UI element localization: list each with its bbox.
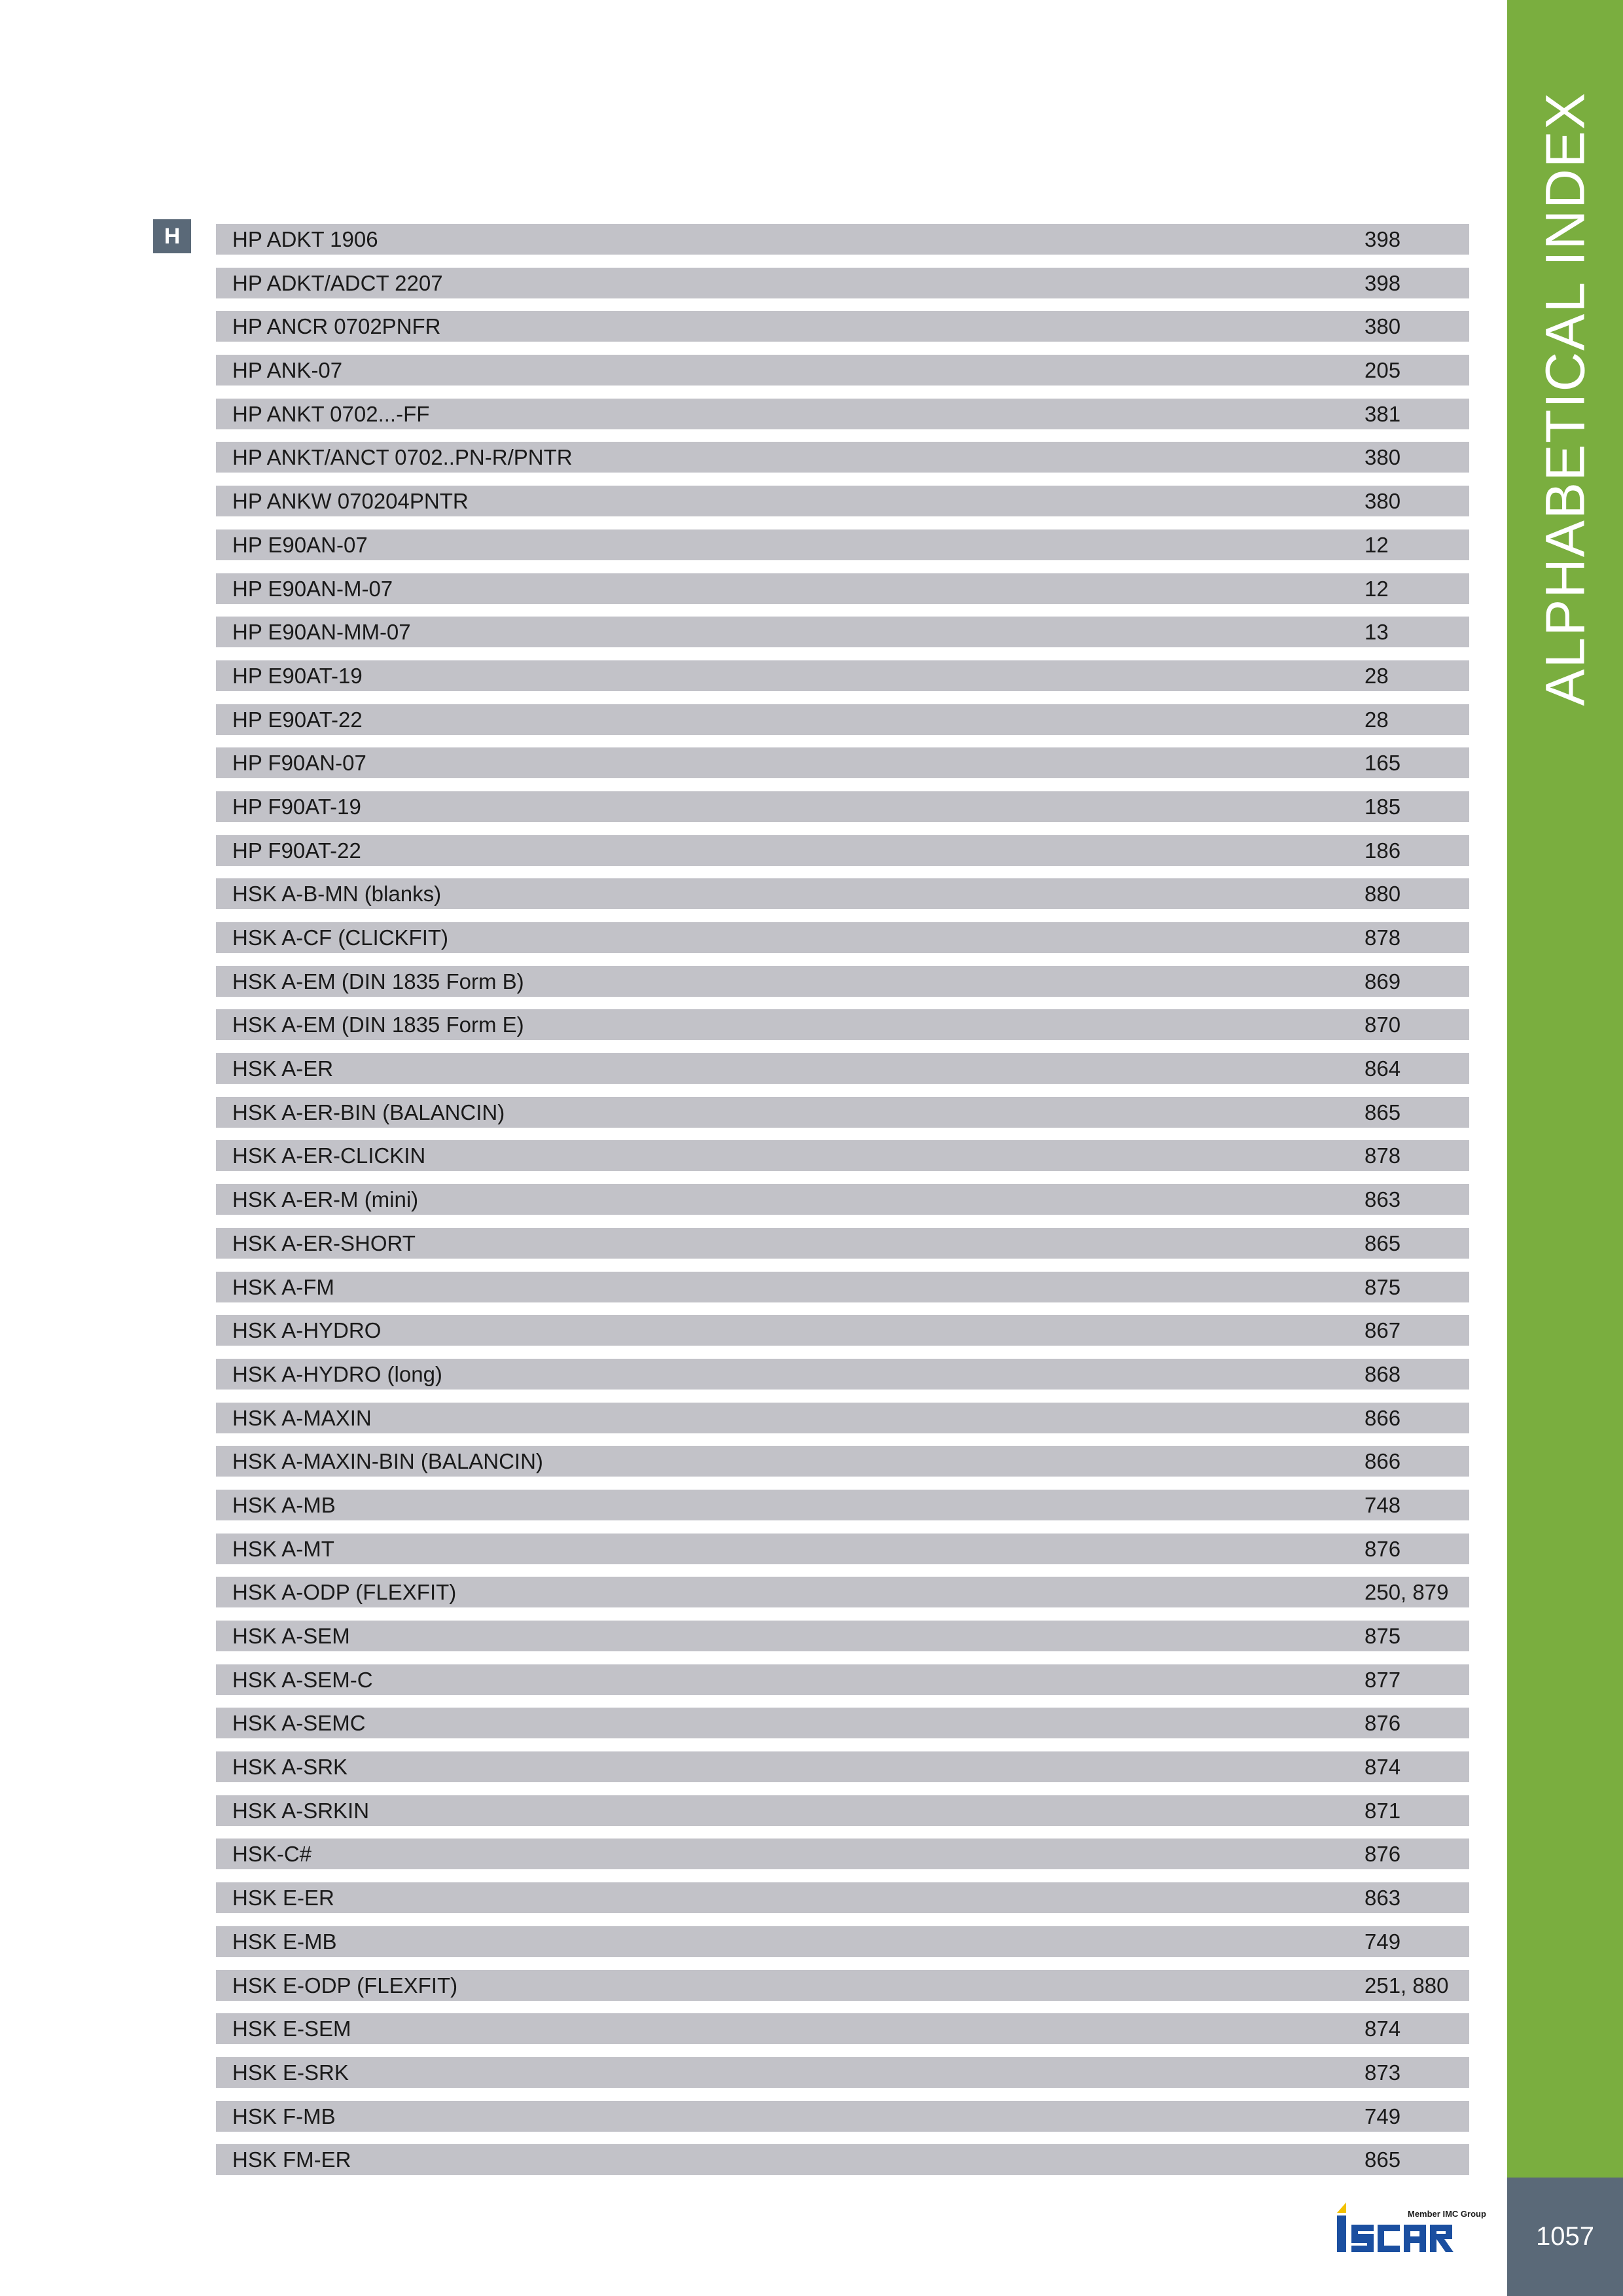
entry-page-numbers: 398 xyxy=(1364,270,1401,295)
index-entry xyxy=(216,268,1469,298)
entry-page-numbers: 876 xyxy=(1364,1536,1401,1561)
index-entry xyxy=(216,486,1469,516)
entry-page-numbers: 868 xyxy=(1364,1361,1401,1386)
entry-term: HSK A-ODP (FLEXFIT) xyxy=(232,1580,457,1605)
entry-term: HSK A-SEMC xyxy=(232,1711,366,1736)
index-entry xyxy=(216,1926,1469,1957)
entry-term: HSK A-SEM-C xyxy=(232,1667,373,1692)
entry-term: HSK E-SEM xyxy=(232,2017,351,2041)
entry-page-numbers: 185 xyxy=(1364,794,1401,819)
entry-page-numbers: 867 xyxy=(1364,1318,1401,1343)
index-entry xyxy=(216,922,1469,953)
section-letter-badge: H xyxy=(153,219,191,253)
entry-term: HSK A-MAXIN xyxy=(232,1405,372,1430)
entry-term: HSK A-HYDRO (long) xyxy=(232,1361,442,1386)
index-entry xyxy=(216,1621,1469,1651)
entry-page-numbers: 875 xyxy=(1364,1624,1401,1648)
entry-term: HSK A-SRKIN xyxy=(232,1798,370,1823)
entry-term: HSK A-SEM xyxy=(232,1624,350,1648)
entry-page-numbers: 165 xyxy=(1364,751,1401,776)
entry-page-numbers: 251, 880 xyxy=(1364,1973,1449,1998)
entry-term: HSK FM-ER xyxy=(232,2147,351,2172)
entry-page-numbers: 877 xyxy=(1364,1667,1401,1692)
index-entry xyxy=(216,1795,1469,1826)
index-entry xyxy=(216,399,1469,429)
entry-page-numbers: 12 xyxy=(1364,576,1389,601)
entry-page-numbers: 380 xyxy=(1364,489,1401,514)
entry-page-numbers: 865 xyxy=(1364,2147,1401,2172)
entry-term: HSK F-MB xyxy=(232,2104,336,2128)
index-entry xyxy=(216,1359,1469,1390)
entry-page-numbers: 866 xyxy=(1364,1449,1401,1474)
entry-term: HP ANKW 070204PNTR xyxy=(232,489,469,514)
entry-term: HSK A-EM (DIN 1835 Form E) xyxy=(232,1013,524,1037)
entry-term: HSK A-B-MN (blanks) xyxy=(232,882,442,906)
entry-term: HSK A-MB xyxy=(232,1492,336,1517)
entry-page-numbers: 865 xyxy=(1364,1100,1401,1124)
entry-page-numbers: 863 xyxy=(1364,1187,1401,1212)
entry-term: HP E90AN-M-07 xyxy=(232,576,393,601)
entry-page-numbers: 28 xyxy=(1364,707,1389,732)
entry-term: HP E90AN-MM-07 xyxy=(232,620,411,645)
entry-page-numbers: 12 xyxy=(1364,532,1389,557)
entry-page-numbers: 865 xyxy=(1364,1230,1401,1255)
logo-tagline: Member IMC Group xyxy=(1408,2209,1486,2219)
entry-page-numbers: 876 xyxy=(1364,1842,1401,1867)
entry-term: HSK E-SRK xyxy=(232,2060,349,2085)
entry-page-numbers: 871 xyxy=(1364,1798,1401,1823)
entry-term: HP ANK-07 xyxy=(232,358,343,383)
index-entry xyxy=(216,1140,1469,1171)
index-entry xyxy=(216,1708,1469,1738)
entry-page-numbers: 13 xyxy=(1364,620,1389,645)
entry-term: HSK A-SRK xyxy=(232,1755,348,1780)
entry-page-numbers: 870 xyxy=(1364,1013,1401,1037)
index-entry xyxy=(216,355,1469,386)
entry-page-numbers: 876 xyxy=(1364,1711,1401,1736)
index-entry xyxy=(216,704,1469,735)
index-entry xyxy=(216,966,1469,997)
index-entry xyxy=(216,660,1469,691)
index-entry xyxy=(216,1534,1469,1564)
entry-term: HP ANCR 0702PNFR xyxy=(232,314,441,339)
entry-page-numbers: 380 xyxy=(1364,445,1401,470)
index-entry xyxy=(216,311,1469,342)
index-entry xyxy=(216,1097,1469,1128)
entry-term: HP ANKT/ANCT 0702..PN-R/PNTR xyxy=(232,445,573,470)
entry-term: HSK E-ER xyxy=(232,1886,334,1910)
page-number: 1057 xyxy=(1507,2178,1623,2296)
entry-page-numbers: 380 xyxy=(1364,314,1401,339)
entry-page-numbers: 381 xyxy=(1364,401,1401,426)
entry-page-numbers: 28 xyxy=(1364,663,1389,688)
entry-page-numbers: 250, 879 xyxy=(1364,1580,1449,1605)
sidebar-title: ALPHABETICAL INDEX xyxy=(1534,92,1596,706)
index-entry xyxy=(216,529,1469,560)
index-entry xyxy=(216,1184,1469,1215)
entry-term: HP F90AT-19 xyxy=(232,794,361,819)
index-list xyxy=(216,224,1469,2188)
index-entry xyxy=(216,1577,1469,1607)
entry-page-numbers: 749 xyxy=(1364,1929,1401,1954)
entry-page-numbers: 863 xyxy=(1364,1886,1401,1910)
entry-term: HP E90AT-22 xyxy=(232,707,363,732)
entry-page-numbers: 880 xyxy=(1364,882,1401,906)
entry-page-numbers: 873 xyxy=(1364,2060,1401,2085)
entry-term: HSK E-MB xyxy=(232,1929,337,1954)
entry-term: HSK A-EM (DIN 1835 Form B) xyxy=(232,969,524,994)
index-entry xyxy=(216,2057,1469,2088)
index-entry xyxy=(216,878,1469,909)
entry-term: HSK A-MAXIN-BIN (BALANCIN) xyxy=(232,1449,543,1474)
entry-page-numbers: 874 xyxy=(1364,2017,1401,2041)
iscar-logo xyxy=(1337,2202,1486,2253)
entry-page-numbers: 748 xyxy=(1364,1492,1401,1517)
index-entry xyxy=(216,1751,1469,1782)
entry-page-numbers: 864 xyxy=(1364,1056,1401,1081)
index-entry xyxy=(216,573,1469,604)
index-entry xyxy=(216,1446,1469,1477)
index-entry xyxy=(216,2101,1469,2132)
index-entry xyxy=(216,1664,1469,1695)
entry-term: HSK A-CF (CLICKFIT) xyxy=(232,925,449,950)
entry-term: HSK A-ER-SHORT xyxy=(232,1230,416,1255)
index-entry xyxy=(216,2144,1469,2175)
entry-page-numbers: 866 xyxy=(1364,1405,1401,1430)
entry-term: HSK A-FM xyxy=(232,1274,334,1299)
entry-term: HP ADKT 1906 xyxy=(232,227,378,251)
entry-term: HP F90AT-22 xyxy=(232,838,361,863)
entry-term: HP ANKT 0702...-FF xyxy=(232,401,430,426)
entry-term: HSK A-HYDRO xyxy=(232,1318,382,1343)
entry-page-numbers: 874 xyxy=(1364,1755,1401,1780)
index-entry xyxy=(216,442,1469,473)
index-entry xyxy=(216,1970,1469,2001)
entry-term: HSK A-ER xyxy=(232,1056,334,1081)
entry-page-numbers: 186 xyxy=(1364,838,1401,863)
index-entry xyxy=(216,1228,1469,1259)
entry-term: HSK A-ER-BIN (BALANCIN) xyxy=(232,1100,505,1124)
entry-term: HSK A-ER-M (mini) xyxy=(232,1187,419,1212)
index-entry xyxy=(216,1272,1469,1302)
entry-page-numbers: 878 xyxy=(1364,1143,1401,1168)
entry-page-numbers: 205 xyxy=(1364,358,1401,383)
entry-term: HP F90AN-07 xyxy=(232,751,366,776)
entry-page-numbers: 878 xyxy=(1364,925,1401,950)
index-entry xyxy=(216,1403,1469,1433)
index-entry xyxy=(216,1490,1469,1520)
index-entry xyxy=(216,747,1469,778)
index-entry xyxy=(216,2013,1469,2044)
entry-page-numbers: 869 xyxy=(1364,969,1401,994)
entry-term: HP ADKT/ADCT 2207 xyxy=(232,270,443,295)
entry-term: HSK A-ER-CLICKIN xyxy=(232,1143,426,1168)
entry-term: HSK-C# xyxy=(232,1842,312,1867)
index-entry xyxy=(216,1053,1469,1084)
index-entry xyxy=(216,617,1469,647)
entry-term: HP E90AN-07 xyxy=(232,532,368,557)
index-entry xyxy=(216,1882,1469,1913)
entry-page-numbers: 398 xyxy=(1364,227,1401,251)
entry-term: HSK A-MT xyxy=(232,1536,334,1561)
entry-term: HSK E-ODP (FLEXFIT) xyxy=(232,1973,458,1998)
index-entry xyxy=(216,835,1469,866)
section-sidebar xyxy=(1507,0,1623,2178)
entry-term: HP E90AT-19 xyxy=(232,663,363,688)
entry-page-numbers: 875 xyxy=(1364,1274,1401,1299)
index-entry xyxy=(216,1009,1469,1040)
entry-page-numbers: 749 xyxy=(1364,2104,1401,2128)
index-entry xyxy=(216,1839,1469,1869)
index-entry xyxy=(216,791,1469,822)
index-entry xyxy=(216,224,1469,255)
index-entry xyxy=(216,1315,1469,1346)
